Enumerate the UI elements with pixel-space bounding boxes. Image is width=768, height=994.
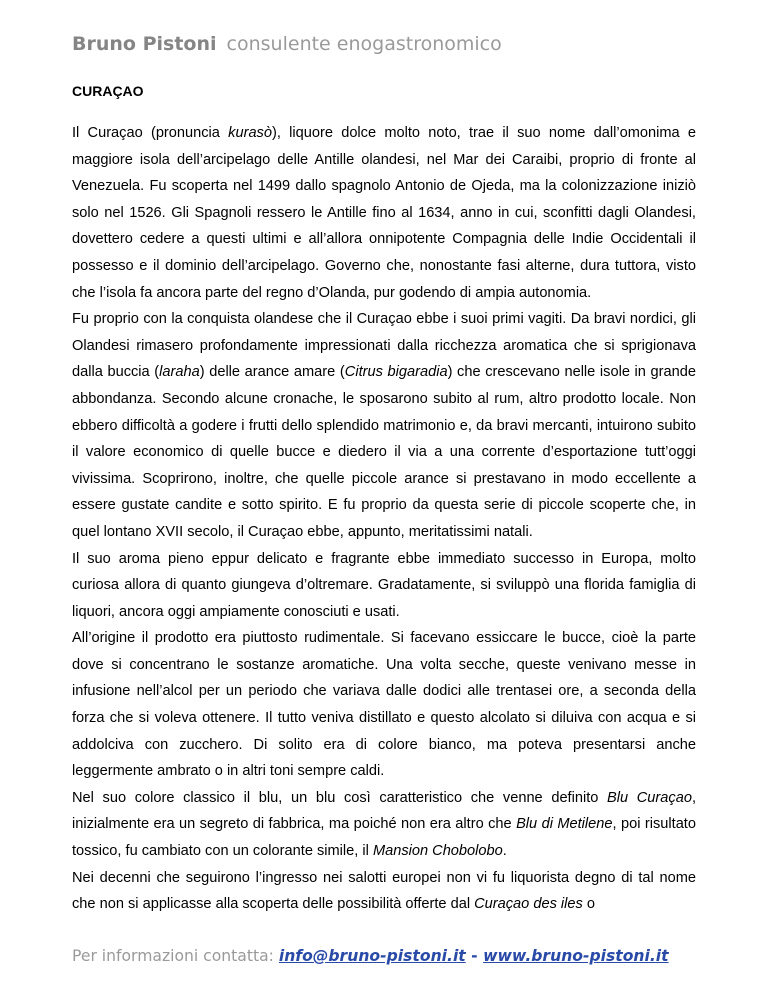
body-paragraph (72, 306, 696, 545)
document-title: CURAÇAO (72, 83, 144, 99)
contact-label: Per informazioni contatta: (72, 947, 274, 965)
email-link[interactable]: info@bruno-pistoni.it (278, 947, 466, 965)
document-body (72, 120, 696, 918)
paragraph-text: Fu proprio con la conquista olandese che il Curaçao ebbe i suoi primi vagiti. Da bravi nordici, gli Olandesi rimasero profondamente impressionati dalla ricchezza aromatica che si sprigionava dalla buccia ( (72, 311, 696, 381)
body-paragraph (72, 785, 696, 865)
body-paragraph (72, 120, 696, 306)
italic-term: kurasò (228, 125, 272, 141)
paragraph-text: , poi risultato tossico, fu cambiato con un colorante simile, il (72, 816, 696, 860)
paragraph-text: , inizialmente era un segreto di fabbrica, ma poiché non era altro che (72, 789, 696, 833)
paragraph-text: Nel suo colore classico il blu, un blu così caratteristico che venne definito (72, 789, 608, 806)
paragraph-text: Il suo aroma pieno eppur delicato e fragrante ebbe immediato successo in Europa, molto curiosa allora di quanto giungeva d’oltremare. Gradatamente, si sviluppò una florida famiglia di liquori, ancora oggi ampiamente conosciuti e usati. (72, 550, 696, 620)
body-paragraph (72, 625, 696, 785)
italic-term: Curaçao des iles (474, 896, 583, 913)
italic-term: Blu Curaçao (607, 789, 692, 806)
italic-term: Mansion Chobolobo (372, 843, 503, 860)
body-paragraph (72, 865, 696, 918)
italic-term: Citrus bigaradia (344, 364, 448, 381)
author-role: consulente enogastronomico (226, 33, 502, 55)
footer-separator: - (465, 947, 484, 965)
paragraph-text: All’origine il prodotto era piuttosto rudimentale. Si facevano essiccare le bucce, cioè la parte dove si concentrano le sostanze aromatiche. Una volta secche, queste venivano messe in infusione nell’alcol per un periodo che variava dalle dodici alle trentasei ore, a seconda della forza che si voleva ottenere. Il tutto veniva distillato e questo alcolato si diluiva con acqua e si addolciva con zucchero. Di solito era di colore bianco, ma poteva presentarsi anche leggermente ambrato o in altri toni sempre caldi. (72, 630, 696, 780)
italic-term: laraha (159, 364, 200, 381)
website-link[interactable]: www.bruno-pistoni.it (483, 947, 669, 965)
author-name: Bruno Pistoni (72, 33, 217, 55)
paragraph-text: ) delle arance amare ( (199, 364, 345, 381)
paragraph-text: Il Curaçao (pronuncia (72, 125, 229, 141)
page-header (72, 33, 502, 55)
paragraph-text: o (582, 896, 595, 913)
body-paragraph (72, 546, 696, 626)
italic-term: Blu di Metilene (516, 816, 613, 833)
paragraph-text: ) che crescevano nelle isole in grande abbondanza. Secondo alcune cronache, le sposarono subito al rum, altro prodotto locale. Non ebbero difficoltà a godere i frutti dello splendido matrimonio e, da bravi mercanti, intuirono subito il valore economico di quelle bucce e diedero il via a una corrente d’esportazione tutt’oggi vivissima. Scoprirono, inoltre, che quelle piccole arance si prestavano in modo eccellente a essere gustate candite e sotto spirito. E fu proprio da questa serie di piccole scoperte che, in quel lontano XVII secolo, il Curaçao ebbe, appunto, meritatissimi natali. (72, 364, 696, 540)
paragraph-text: Nei decenni che seguirono l’ingresso nei salotti europei non vi fu liquorista degno di tal nome che non si applicasse alla scoperta delle possibilità offerte dal (72, 869, 696, 913)
paragraph-text: . (502, 843, 507, 860)
paragraph-text: ), liquore dolce molto noto, trae il suo nome dall’omonima e maggiore isola dell’arcipelago delle Antille olandesi, nel Mar dei Caraibi, proprio di fronte al Venezuela. Fu scoperta nel 1499 dallo spagnolo Antonio de Ojeda, ma la colonizzazione iniziò solo nel 1526. Gli Spagnoli ressero le Antille fino al 1634, anno in cui, sconfitti dagli Olandesi, dovettero cedere a questi ultimi e all’allora onnipotente Compagnia delle Indie Occidentali il possesso e il dominio dell’arcipelago. Governo che, nonostante fasi alterne, dura tuttora, visto che l’isola fa ancora parte del regno d’Olanda, pur godendo di ampia autonomia. (72, 125, 696, 301)
page-footer (72, 947, 669, 965)
